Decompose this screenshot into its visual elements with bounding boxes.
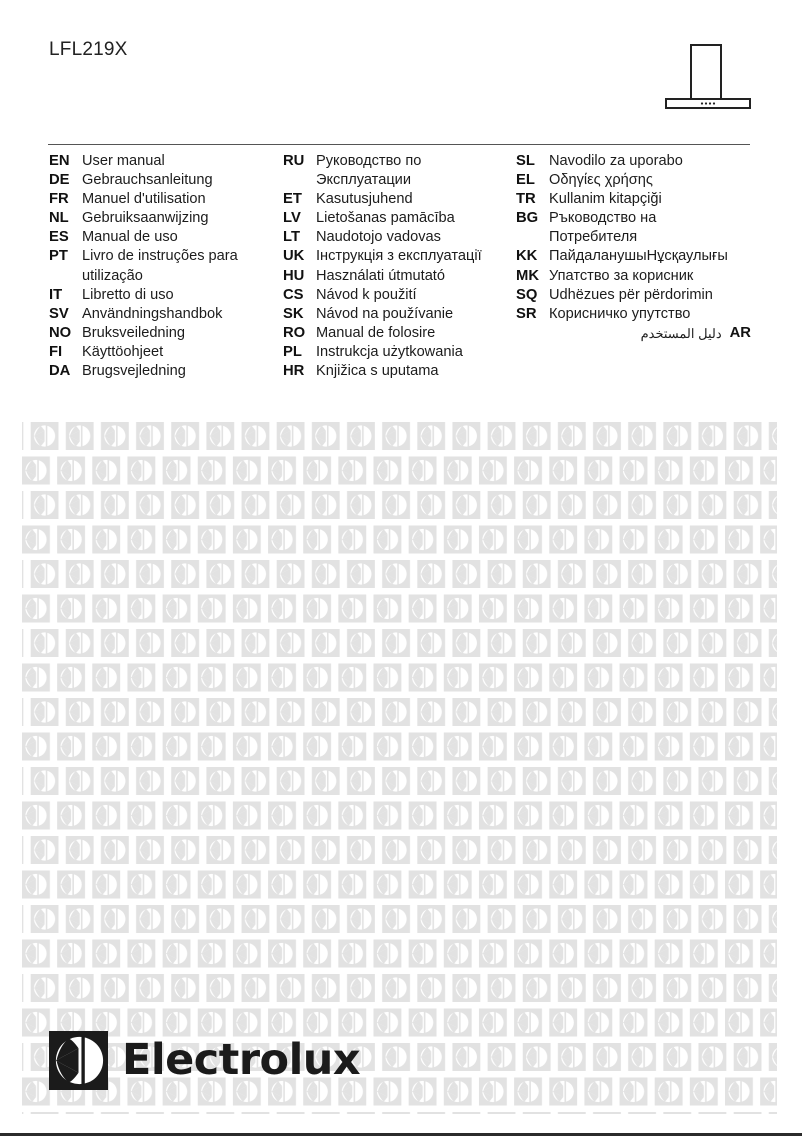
language-item-tr <box>516 190 752 209</box>
language-item-sr <box>516 305 752 324</box>
language-label: Användningshandbok <box>82 305 223 322</box>
language-item-ar <box>516 324 752 343</box>
language-code: FR <box>49 191 69 208</box>
language-item-it <box>49 286 274 305</box>
language-label: Manual de folosire <box>316 324 436 341</box>
language-label: Käyttöohjeet <box>82 343 164 360</box>
language-item-cs <box>283 286 508 305</box>
language-label: Návod na používanie <box>316 305 454 322</box>
language-item-et <box>283 190 508 209</box>
language-label: Libretto di uso <box>82 286 174 303</box>
language-code: EL <box>516 172 535 189</box>
language-label: Bruksveiledning <box>82 324 186 341</box>
language-code: SR <box>516 305 537 322</box>
language-label: Használati útmutató <box>316 267 445 284</box>
language-label: ПайдаланушыНұсқаулығы <box>549 248 728 265</box>
language-label: Упатство за корисник <box>549 267 694 284</box>
language-item-ru <box>283 152 508 190</box>
language-code: AR <box>729 324 751 341</box>
language-code: KK <box>516 248 538 265</box>
language-code: NO <box>49 324 72 341</box>
language-label: دليل المستخدم <box>640 325 722 341</box>
header-divider <box>48 144 750 145</box>
language-column-1 <box>49 152 274 381</box>
language-item-mk <box>516 267 752 286</box>
language-label: Gebruiksaanwijzing <box>82 210 209 227</box>
language-item-fi <box>49 343 274 362</box>
language-item-en <box>49 152 274 171</box>
model-number: LFL219X <box>49 39 128 60</box>
language-code: DE <box>49 172 70 189</box>
language-code: RU <box>283 153 305 169</box>
language-item-kk <box>516 247 752 266</box>
language-code: HU <box>283 267 305 284</box>
language-code: NL <box>49 210 69 227</box>
language-code: ET <box>283 191 302 208</box>
brand-logo <box>49 1031 360 1090</box>
language-item-no <box>49 324 274 343</box>
language-item-pt <box>49 247 274 285</box>
language-code: TR <box>516 191 536 208</box>
language-label: Gebrauchsanleitung <box>82 172 213 189</box>
brand-name: Electrolux <box>122 1035 361 1085</box>
language-item-sq <box>516 286 752 305</box>
language-code: HR <box>283 363 305 380</box>
language-item-uk <box>283 247 508 266</box>
language-item-hr <box>283 362 508 381</box>
language-label: Návod k použití <box>316 286 417 303</box>
language-code: UK <box>283 248 305 265</box>
language-label: Корисничко упутство <box>549 305 691 322</box>
language-code: RO <box>283 324 306 341</box>
language-item-lv <box>283 209 508 228</box>
cooker-hood-icon <box>664 42 752 110</box>
language-item-pl <box>283 343 508 362</box>
language-label: Manuel d'utilisation <box>82 191 206 208</box>
language-item-bg <box>516 209 752 247</box>
language-item-sk <box>283 305 508 324</box>
language-item-de <box>49 171 274 190</box>
language-code: MK <box>516 267 540 284</box>
language-label: Udhëzues për përdorimin <box>549 286 713 303</box>
language-item-el <box>516 171 752 190</box>
language-item-ro <box>283 324 508 343</box>
electrolux-logo-pattern <box>22 422 777 1114</box>
language-item-fr <box>49 190 274 209</box>
language-label: Instrukcja użytkowania <box>316 343 463 360</box>
language-code: LV <box>283 210 301 227</box>
language-label: Manual de uso <box>82 229 178 246</box>
language-item-sv <box>49 305 274 324</box>
language-item-lt <box>283 228 508 247</box>
language-column-2 <box>283 152 508 381</box>
language-code: SL <box>516 153 535 169</box>
language-label: Naudotojo vadovas <box>316 229 441 246</box>
language-item-sl <box>516 152 752 171</box>
language-item-hu <box>283 267 508 286</box>
language-code: LT <box>283 229 300 246</box>
language-code: SK <box>283 305 304 322</box>
language-label: Руководство по Эксплуатации <box>316 153 422 189</box>
language-label: Οδηγίες χρήσης <box>549 172 653 189</box>
language-code: ES <box>49 229 69 246</box>
language-code: DA <box>49 363 71 380</box>
language-label: Інструкція з експлуатації <box>316 248 482 265</box>
language-code: CS <box>283 286 304 303</box>
language-item-da <box>49 362 274 381</box>
electrolux-logo-icon <box>49 1031 108 1090</box>
language-item-nl <box>49 209 274 228</box>
language-code: EN <box>49 153 70 169</box>
language-code: SQ <box>516 286 538 303</box>
language-label: Navodilo za uporabo <box>549 153 683 169</box>
language-code: PL <box>283 343 302 360</box>
language-label: Lietošanas pamācība <box>316 210 455 227</box>
language-label: Kasutusjuhend <box>316 191 413 208</box>
language-code: PT <box>49 248 68 265</box>
language-column-3 <box>516 152 752 343</box>
language-code: FI <box>49 343 63 360</box>
language-label: Livro de instruções para utilização <box>82 248 238 284</box>
language-item-es <box>49 228 274 247</box>
language-code: SV <box>49 305 69 322</box>
language-label: Ръководство на Потребителя <box>549 210 657 246</box>
language-label: Brugsvejledning <box>82 363 186 380</box>
language-code: BG <box>516 210 539 227</box>
language-label: User manual <box>82 153 165 169</box>
language-code: IT <box>49 286 63 303</box>
language-label: Kullanim kitapçiği <box>549 191 662 208</box>
language-label: Knjižica s uputama <box>316 363 439 380</box>
